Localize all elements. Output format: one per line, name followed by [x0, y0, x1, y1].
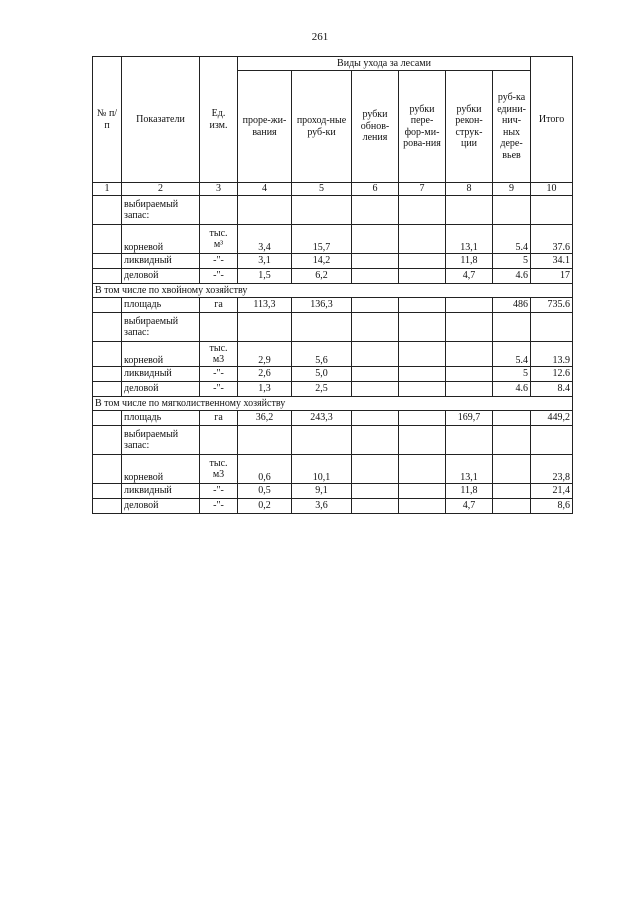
table-row: [93, 455, 573, 484]
unit-cell: -"-: [200, 367, 238, 382]
unit-cell: -"-: [200, 269, 238, 284]
value-cell: 2,5: [292, 382, 352, 397]
header-passage-cuttings: проход-ные руб-ки: [292, 71, 352, 183]
value-cell: [399, 269, 446, 284]
value-cell: 9,1: [292, 484, 352, 499]
table-row: [93, 342, 573, 367]
value-cell: [399, 254, 446, 269]
col-number: 5: [292, 183, 352, 196]
value-cell: 169,7: [446, 411, 493, 426]
value-cell: 0,2: [238, 499, 292, 514]
row-label: корневой: [122, 342, 200, 367]
value-cell: [446, 298, 493, 313]
header-thinning: проре-жи-вания: [238, 71, 292, 183]
table-row: [93, 484, 573, 499]
col-number: 10: [531, 183, 573, 196]
value-cell: [352, 269, 399, 284]
table-row: [93, 367, 573, 382]
header-indicator: Показатели: [122, 57, 200, 183]
value-cell: 5: [493, 367, 531, 382]
table-row: [93, 426, 573, 455]
unit-cell: -"-: [200, 254, 238, 269]
table-row: [93, 225, 573, 254]
unit-cell: тыс. м³: [200, 225, 238, 254]
value-cell: [399, 298, 446, 313]
value-cell: [399, 367, 446, 382]
value-cell: [352, 382, 399, 397]
value-cell: 1,3: [238, 382, 292, 397]
table-row: [93, 499, 573, 514]
col-number: 9: [493, 183, 531, 196]
value-cell: 136,3: [292, 298, 352, 313]
value-cell: [493, 455, 531, 484]
table-row: [93, 411, 573, 426]
value-cell: [352, 342, 399, 367]
value-cell: 4.6: [493, 269, 531, 284]
value-cell: [352, 499, 399, 514]
unit-cell: -"-: [200, 382, 238, 397]
header-no: № п/п: [93, 57, 122, 183]
column-number-row: [93, 183, 573, 196]
table-row: [93, 382, 573, 397]
value-cell: 5: [493, 254, 531, 269]
section-title-conifer: В том числе по хвойному хозяйству: [93, 284, 573, 298]
value-cell: [399, 499, 446, 514]
header-single-tree-cutting: руб-ка едини-нич-ных дере-вьев: [493, 71, 531, 183]
value-cell: 5.4: [493, 342, 531, 367]
table-row: [93, 254, 573, 269]
value-cell: 15,7: [292, 225, 352, 254]
value-cell: 486: [493, 298, 531, 313]
col-number: 4: [238, 183, 292, 196]
section-row: [93, 397, 573, 411]
header-care-types: Виды ухода за лесами: [238, 57, 531, 71]
header-reformation-cuttings: рубки пере-фор-ми-рова-ния: [399, 71, 446, 183]
row-label: выбираемый запас:: [122, 196, 200, 225]
unit-cell: -"-: [200, 484, 238, 499]
header-unit: Ед. изм.: [200, 57, 238, 183]
value-cell: 3,6: [292, 499, 352, 514]
value-cell: 17: [531, 269, 573, 284]
row-label: ликвидный: [122, 254, 200, 269]
row-label: выбираемый запас:: [122, 426, 200, 455]
value-cell: 735.6: [531, 298, 573, 313]
value-cell: 3,4: [238, 225, 292, 254]
row-label: корневой: [122, 225, 200, 254]
table-row: [93, 269, 573, 284]
row-label: деловой: [122, 499, 200, 514]
value-cell: [352, 367, 399, 382]
row-label: деловой: [122, 382, 200, 397]
value-cell: 4.6: [493, 382, 531, 397]
value-cell: 34.1: [531, 254, 573, 269]
value-cell: 4,7: [446, 269, 493, 284]
value-cell: [446, 367, 493, 382]
value-cell: 3,1: [238, 254, 292, 269]
row-label: корневой: [122, 455, 200, 484]
value-cell: 6,2: [292, 269, 352, 284]
value-cell: [352, 298, 399, 313]
col-number: 7: [399, 183, 446, 196]
col-number: 1: [93, 183, 122, 196]
value-cell: [352, 254, 399, 269]
value-cell: [399, 455, 446, 484]
value-cell: [493, 484, 531, 499]
value-cell: 11,8: [446, 484, 493, 499]
value-cell: 5,6: [292, 342, 352, 367]
value-cell: [446, 382, 493, 397]
value-cell: 13,1: [446, 225, 493, 254]
value-cell: 243,3: [292, 411, 352, 426]
value-cell: 113,3: [238, 298, 292, 313]
value-cell: 13.9: [531, 342, 573, 367]
header-row-1: [93, 57, 573, 71]
value-cell: [399, 382, 446, 397]
value-cell: 14,2: [292, 254, 352, 269]
table-row: [93, 298, 573, 313]
col-number: 3: [200, 183, 238, 196]
row-label: площадь: [122, 298, 200, 313]
page-number: 261: [311, 31, 329, 43]
value-cell: 2,6: [238, 367, 292, 382]
value-cell: 12.6: [531, 367, 573, 382]
value-cell: 37.6: [531, 225, 573, 254]
value-cell: [399, 411, 446, 426]
table-row: [93, 196, 573, 225]
header-renewal-cuttings: рубки обнов-ления: [352, 71, 399, 183]
value-cell: [493, 499, 531, 514]
value-cell: [399, 484, 446, 499]
value-cell: [352, 225, 399, 254]
col-number: 6: [352, 183, 399, 196]
value-cell: [493, 411, 531, 426]
value-cell: 23,8: [531, 455, 573, 484]
value-cell: [352, 411, 399, 426]
row-label: ликвидный: [122, 484, 200, 499]
unit-cell: тыс. м3: [200, 342, 238, 367]
unit-cell: тыс. м3: [200, 455, 238, 484]
value-cell: 8.4: [531, 382, 573, 397]
value-cell: 0,5: [238, 484, 292, 499]
value-cell: 4,7: [446, 499, 493, 514]
value-cell: 0,6: [238, 455, 292, 484]
row-label: деловой: [122, 269, 200, 284]
header-reconstruction-cuttings: рубки рекон-струк-ции: [446, 71, 493, 183]
value-cell: 449,2: [531, 411, 573, 426]
value-cell: 21,4: [531, 484, 573, 499]
row-label: площадь: [122, 411, 200, 426]
value-cell: 1,5: [238, 269, 292, 284]
header-total: Итого: [531, 57, 573, 183]
value-cell: 5,0: [292, 367, 352, 382]
value-cell: 2,9: [238, 342, 292, 367]
unit-cell: га: [200, 298, 238, 313]
value-cell: [352, 484, 399, 499]
row-label: выбираемый запас:: [122, 313, 200, 342]
value-cell: [352, 455, 399, 484]
value-cell: 8,6: [531, 499, 573, 514]
value-cell: 11,8: [446, 254, 493, 269]
value-cell: [399, 225, 446, 254]
unit-cell: -"-: [200, 499, 238, 514]
value-cell: 36,2: [238, 411, 292, 426]
value-cell: [399, 342, 446, 367]
table-row: [93, 313, 573, 342]
value-cell: 10,1: [292, 455, 352, 484]
forest-care-table: [92, 56, 573, 514]
row-label: ликвидный: [122, 367, 200, 382]
value-cell: 5.4: [493, 225, 531, 254]
section-row: [93, 284, 573, 298]
col-number: 8: [446, 183, 493, 196]
unit-cell: га: [200, 411, 238, 426]
value-cell: [446, 342, 493, 367]
section-title-softwood: В том числе по мягколиственному хозяйству: [93, 397, 573, 411]
col-number: 2: [122, 183, 200, 196]
value-cell: 13,1: [446, 455, 493, 484]
